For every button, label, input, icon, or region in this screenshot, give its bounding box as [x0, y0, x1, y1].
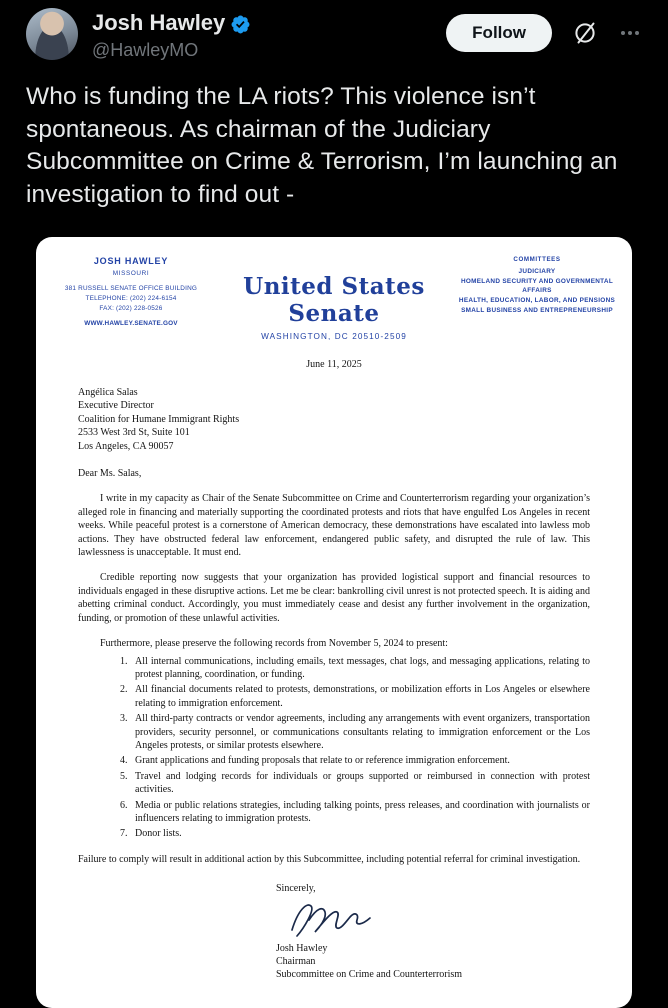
recipient-title: Executive Director: [78, 400, 154, 412]
letter-masthead-title: United States Senate: [243, 273, 425, 327]
letter-sender-website: WWW.HAWLEY.SENATE.GOV: [84, 319, 178, 327]
letter-body: [36, 386, 632, 982]
record-item: 6. Media or public relations strategies, including talking points, press releases, and coordination with journalists or influencers relating to immigration protests.: [130, 799, 590, 826]
committee-item: HEALTH, EDUCATION, LABOR, AND PENSIONS: [458, 297, 616, 305]
letter-sender-fax: FAX: (202) 228-0526: [99, 304, 163, 312]
committee-item: SMALL BUSINESS AND ENTREPRENEURSHIP: [461, 307, 613, 315]
record-item: 5. Travel and lodging records for individuals or groups supported or reimbursed in connection with protest activities.: [130, 770, 590, 797]
letter-paragraph: Credible reporting now suggests that your organization has provided logistical support and financial resources to individuals engaged in these disruptive actions. Let me be clear: bankrolling civil unrest is not protected speech. It is aiding and abetting criminal conduct. Accordingly, you must immediately cease and desist any further involvement in the organization, funding, or promotion of these unlawful activities.: [78, 572, 590, 624]
more-options-icon: [618, 21, 642, 45]
user-handle[interactable]: @HawleyMO: [92, 40, 199, 60]
committees-heading: COMMITTEES: [513, 256, 561, 263]
letter-committees-block: [456, 255, 618, 316]
committee-item: JUDICIARY: [518, 267, 556, 275]
record-item: 3. All third-party contracts or vendor agreements, including any arrangements with event organizers, transportation providers, security personnel, or communications consultants relating to immigration enforcement or the Los Angeles protests, or similar protests elsewhere.: [130, 712, 590, 752]
letter-records-intro: Furthermore, please preserve the following records from November 5, 2024 to present:: [100, 638, 448, 650]
letter-closing-paragraph: Failure to comply will result in additional action by this Subcommittee, including potential referral for criminal investigation.: [78, 853, 581, 865]
avatar[interactable]: [26, 8, 78, 60]
letter-masthead: [212, 255, 456, 341]
letter-sender-state: MISSOURI: [112, 269, 150, 277]
letter-salutation: Dear Ms. Salas,: [78, 468, 142, 480]
recipient-address-line1: 2533 West 3rd St, Suite 101: [78, 427, 190, 439]
author-name-block: [92, 8, 446, 61]
letter-signature-name: Josh Hawley: [276, 942, 328, 954]
letter-sender-name: JOSH HAWLEY: [93, 256, 169, 266]
record-item: 7. Donor lists.: [130, 827, 590, 840]
letter-signoff: Sincerely,: [276, 883, 316, 895]
letter-header: [36, 251, 632, 341]
display-name[interactable]: Josh Hawley: [92, 10, 226, 35]
letter-masthead-address: WASHINGTON, DC 20510-2509: [261, 332, 407, 341]
grok-icon: [572, 20, 598, 46]
recipient-name: Angélica Salas: [78, 387, 138, 398]
letter-records-list: [78, 655, 590, 841]
letter-sender-phone: TELEPHONE: (202) 224-6154: [85, 294, 177, 302]
letter-sender-block: [50, 255, 212, 329]
header-actions: [446, 8, 642, 52]
follow-button[interactable]: Follow: [446, 14, 552, 52]
letter-signature-title: Chairman: [276, 956, 316, 967]
letter-recipient-block: [78, 386, 590, 453]
letter-date: June 11, 2025: [306, 359, 362, 370]
letter-paragraph: I write in my capacity as Chair of the Senate Subcommittee on Crime and Counterterrorism regarding your organization’s alleged role in financing and materially supporting the coordinated protests and riots that have engulfed Los Angeles in recent weeks. While peaceful protest is a cornerstone of American democracy, these demonstrations have escalated into lawless mob actions. They have obstructed federal law enforcement, endangered public safety, and disrupted the rule of law. This lawlessness is unacceptable. It must end.: [78, 493, 590, 559]
letter-signoff-block: [276, 882, 590, 982]
signature-image: [284, 898, 380, 940]
record-item: 4. Grant applications and funding proposals that relate to or reference immigration enforcement.: [130, 754, 590, 767]
letter-sender-address: 381 RUSSELL SENATE OFFICE BUILDING: [64, 284, 198, 292]
tweet-text: Who is funding the LA riots? This violence isn’t spontaneous. As chairman of the Judiciary Subcommittee on Crime & Terrorism, I’m launching an investigation to find out -: [26, 83, 618, 208]
record-item: 2. All financial documents related to protests, demonstrations, or mobilization efforts in Los Angeles or elsewhere relating to immigration enforcement.: [130, 683, 590, 710]
grok-button[interactable]: [572, 20, 598, 46]
letter-signature-subtitle: Subcommittee on Crime and Counterterrorism: [276, 969, 463, 981]
more-options-button[interactable]: [618, 21, 642, 45]
recipient-organization: Coalition for Humane Immigrant Rights: [78, 413, 240, 425]
recipient-address-line2: Los Angeles, CA 90057: [78, 440, 174, 452]
tweet-header: [0, 0, 668, 61]
verified-badge-icon[interactable]: [230, 14, 251, 35]
committee-item: HOMELAND SECURITY AND GOVERNMENTAL AFFAIRS: [460, 277, 614, 295]
letter-attachment-image[interactable]: [36, 237, 632, 1008]
record-item: 1. All internal communications, including emails, text messages, chat logs, and messaging applications, relating to protest planning, coordination, or funding.: [130, 655, 590, 682]
